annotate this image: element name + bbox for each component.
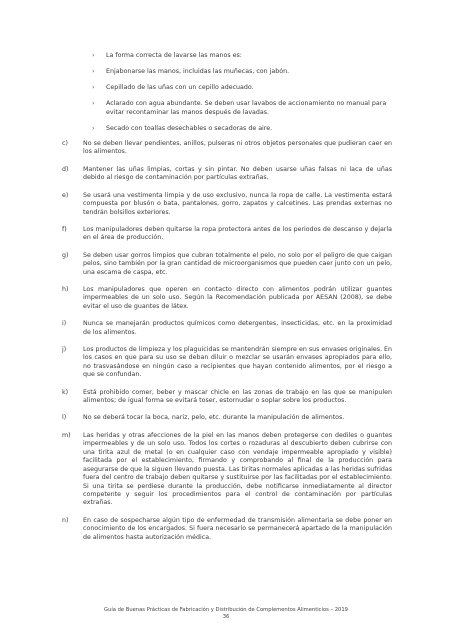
rule-label: n)	[62, 516, 69, 524]
bullet-item	[92, 52, 392, 61]
rule-item-d	[62, 166, 392, 183]
rule-text: Se deben usar gorros limpios que cubran totalmente el pelo, no solo por el peligro de que caigan pelos, sino también por la gran cantidad de microorganismos que pueden caer junto con un pelo, una escama de caspa, etc.	[83, 251, 392, 276]
rule-item-n	[62, 517, 392, 542]
bullet-item	[92, 84, 392, 93]
rule-item-m	[62, 432, 392, 508]
rule-label: f)	[62, 225, 67, 233]
rule-item-e	[62, 192, 392, 217]
rule-text: Está prohibido comer, beber y mascar chicle en las zonas de trabajo en las que se manipulen alimentos; de igual forma se evitará toser, estornudar o soplar sobre los productos.	[83, 388, 392, 405]
rule-label: m)	[62, 431, 71, 439]
bullet-text: La forma correcta de lavarse las manos es:	[106, 52, 242, 59]
bullet-chevron-icon: ›	[92, 99, 95, 107]
rule-item-g	[62, 252, 392, 277]
rule-text: En caso de sospecharse algún tipo de enfermedad de transmisión alimentaria se debe poner en conocimiento de los encargados. Si fuera necesario se permanecerá apartado de la manipulación de alimentos hasta autorización médica.	[83, 516, 392, 541]
page-footer	[0, 607, 452, 621]
footer-title: Guía de Buenas Prácticas de Fabricación y Distribución de Complementos Alimenticios – 2019	[104, 607, 348, 613]
rule-text: Los manipuladores que operen en contacto directo con alimentos podrán utilizar guantes impermeables de un solo uso. Según la Recomendación publicada por AESAN (2008), se debe evitar el uso de guantes de látex.	[83, 285, 392, 310]
page-number: 36	[222, 613, 230, 620]
rule-item-j	[62, 346, 392, 380]
rule-item-k	[62, 389, 392, 406]
hand-washing-bullet-list	[92, 52, 392, 141]
rule-label: e)	[62, 191, 69, 199]
rule-label: h)	[62, 285, 69, 293]
rule-item-c	[62, 140, 392, 157]
bullet-chevron-icon: ›	[92, 67, 95, 75]
rule-text: No se deben llevar pendientes, anillos, pulseras ni otros objetos personales que pudieran caer en los alimentos.	[83, 140, 392, 156]
rule-text: Las heridas y otras afecciones de la piel en las manos deben protegerse con dediles o guantes impermeables y de un solo uso. Todos los cortes o rozaduras al descubierto deben cubrirse con una tirita azul de metal (o en cualquier caso con vendaje impermeable apropiado y visible) facilitada por el establecimiento, firmando y comprobando al final de la producción para asegurarse de que la siguen llevando puesta. Las tiritas normales aplicadas a las heridas sufridas fuera del centro de trabajo deben quitarse y sustituirse por las facilitadas por el establecimiento. Si una tirita se perdiese durante la producción, debe notificarse inmediatamente al director competente y seguir los procedimientos para el control de contaminación por partículas extrañas.	[83, 431, 392, 507]
bullet-text: Enjabonarse las manos, incluidas las muñecas, con jabón.	[106, 67, 290, 75]
rule-label: j)	[62, 345, 67, 353]
hygiene-rules-list	[62, 140, 392, 551]
rule-text: Mantener las uñas limpias, cortas y sin pintar. No deben usarse uñas falsas ni laca de uñas debido al riesgo de contaminación por partículas extrañas.	[83, 165, 392, 182]
bullet-text: Cepillado de las uñas con un cepillo adecuado.	[106, 83, 254, 91]
bullet-item	[92, 100, 392, 117]
rule-text: Los productos de limpieza y los plaguicidas se mantendrán siempre en sus envases originales. En los casos en que para su uso se deban diluir o mezclar se usarán envases apropiados para ello, no trasvasándose en ningún caso a recipientes que hayan contenido alimentos, por el riesgo a que se confundan.	[83, 345, 392, 379]
rule-label: k)	[62, 388, 69, 396]
rule-item-f	[62, 226, 392, 243]
bullet-item	[92, 125, 392, 134]
bullet-chevron-icon: ›	[92, 52, 95, 59]
rule-label: l)	[62, 414, 67, 422]
bullet-chevron-icon: ›	[92, 124, 95, 132]
rule-text: No se deberá tocar la boca, nariz, pelo, etc. durante la manipulación de alimentos.	[83, 414, 345, 422]
bullet-text: Secado con toallas desechables o secadoras de aire.	[106, 124, 273, 132]
rule-label: g)	[62, 251, 69, 259]
bullet-text: Aclarado con agua abundante. Se deben usar lavabos de accionamiento no manual para evitar recontaminar las manos después de lavadas.	[106, 99, 387, 116]
rule-text: Nunca se manejarán productos químicos como detergentes, insecticidas, etc. en la proximidad de los alimentos.	[83, 320, 392, 336]
rule-item-l	[62, 414, 392, 422]
rule-text: Los manipuladores deben quitarse la ropa protectora antes de los periodos de descanso y dejarla en el área de producción.	[83, 225, 392, 242]
bullet-chevron-icon: ›	[92, 83, 95, 91]
rule-text: Se usará una vestimenta limpia y de uso exclusivo, nunca la ropa de calle. La vestimenta estará compuesta por blusón o bata, pantalones, gorro, zapatos y calcetines. Las prendas externas no tendrán bolsillos exteriores.	[83, 191, 392, 216]
rule-item-i	[62, 320, 392, 337]
bullet-item	[92, 68, 392, 77]
rule-label: c)	[62, 140, 68, 147]
rule-item-h	[62, 286, 392, 311]
rule-label: d)	[62, 165, 69, 173]
rule-label: i)	[62, 320, 67, 328]
